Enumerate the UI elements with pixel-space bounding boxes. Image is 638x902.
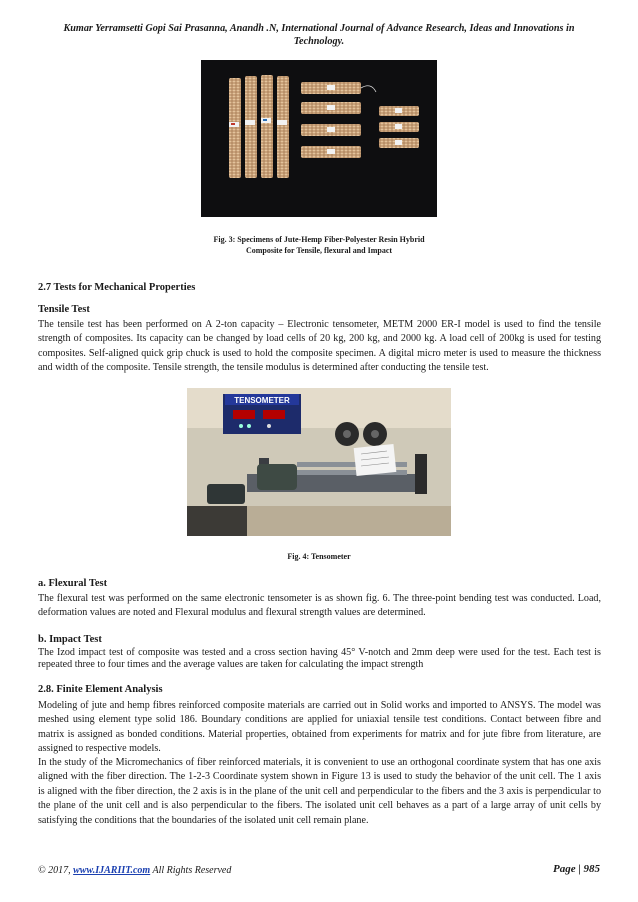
section-2-7-heading: 2.7 Tests for Mechanical Properties	[38, 282, 196, 293]
footer-site-link[interactable]: www.IJARIIT.com	[73, 865, 151, 876]
impact-test-paragraph: The Izod impact test of composite was tested and a cross section having 45° V-notch and 2mm deep were used for the test. Each test is repeated three to four times and the average values are taken for calculating the impact strength	[38, 647, 601, 670]
footer-copyright	[38, 865, 231, 876]
figure-3-caption-line-1: Fig. 3: Specimens of Jute-Hemp Fiber-Polyester Resin Hybrid	[213, 235, 425, 244]
tensile-test-title: Tensile Test	[38, 304, 90, 315]
specimens-image	[201, 60, 437, 217]
flexural-test-paragraph: The flexural test was performed on the same electronic tensometer is as shown fig. 6. The three-point bending test was conducted. Load, deformation values are noted and Flexural modulus and flexural strength values are determined.	[38, 593, 601, 619]
header-line-2: Technology.	[293, 36, 345, 47]
page-number: Page | 985	[552, 863, 600, 875]
fea-paragraph-1: Modeling of jute and hemp fibres reinforced composite materials are carried out in Solid works and imported to ANSYS. The model was meshed using element type solid 186. Boundary conditions are applied for uniaxial tensile test conditions. Contact between fibre and matrix is assigned as bonded conditions. Material properties, obtained from experiments for matrix and for jute fibre from literature, are assigned to respective models.	[38, 700, 601, 755]
flexural-test-title: a. Flexural Test	[38, 578, 108, 589]
section-2-8-heading: 2.8. Finite Element Analysis	[38, 684, 163, 695]
tensometer-banner-text: TENSOMETER	[234, 396, 290, 405]
tensometer-image	[187, 388, 451, 536]
footer-copyright-suffix: All Rights Reserved	[150, 865, 232, 876]
running-header	[30, 22, 608, 48]
figure-3-caption	[150, 234, 488, 256]
tensometer-photo	[187, 388, 451, 536]
tensile-test-paragraph: The tensile test has been performed on A 2-ton capacity – Electronic tensometer, METM 2000 ER-I model is used to find the tensile strength of composites. Its capacity can be changed by load cells of 20 kg, 200 kg, and 2000 kg. A load cell of 200kg is used for testing composites. Self-aligned quick grip chuck is used to hold the composite specimen. A digital micro meter is used to measure the thickness and width of the composite. Tensile strength, the tensile modulus is determined after conducting the tensile test.	[38, 319, 601, 374]
figure-4-caption: Fig. 4: Tensometer	[287, 552, 351, 561]
footer-copyright-prefix: © 2017,	[38, 865, 74, 876]
header-line-1: Kumar Yerramsetti Gopi Sai Prasanna, Anandh .N, International Journal of Advance Research, Ideas and Innovations in	[63, 23, 575, 34]
specimens-photo	[201, 60, 437, 217]
fea-paragraph-2: In the study of the Micromechanics of fiber reinforced materials, it is convenient to use an orthogonal coordinate system that has one axis aligned with the fiber direction. The 1-2-3 Coordinate system shown in Figure 13 is used to study the behavior of the unit cell. The 1 axis is aligned with the fiber direction, the 2 axis is in the plane of the unit cell and perpendicular to the fibers and the 3 axis is perpendicular to the plane of the unit cell and is also perpendicular to the fibers. The isolated unit cell behaves as a part of a large array of unit cells by satisfying the conditions that the boundaries of the isolated unit cell remain plane.	[38, 757, 601, 826]
impact-test-title: b. Impact Test	[38, 634, 102, 645]
figure-3-caption-line-2: Composite for Tensile, flexural and Impact	[245, 246, 393, 255]
